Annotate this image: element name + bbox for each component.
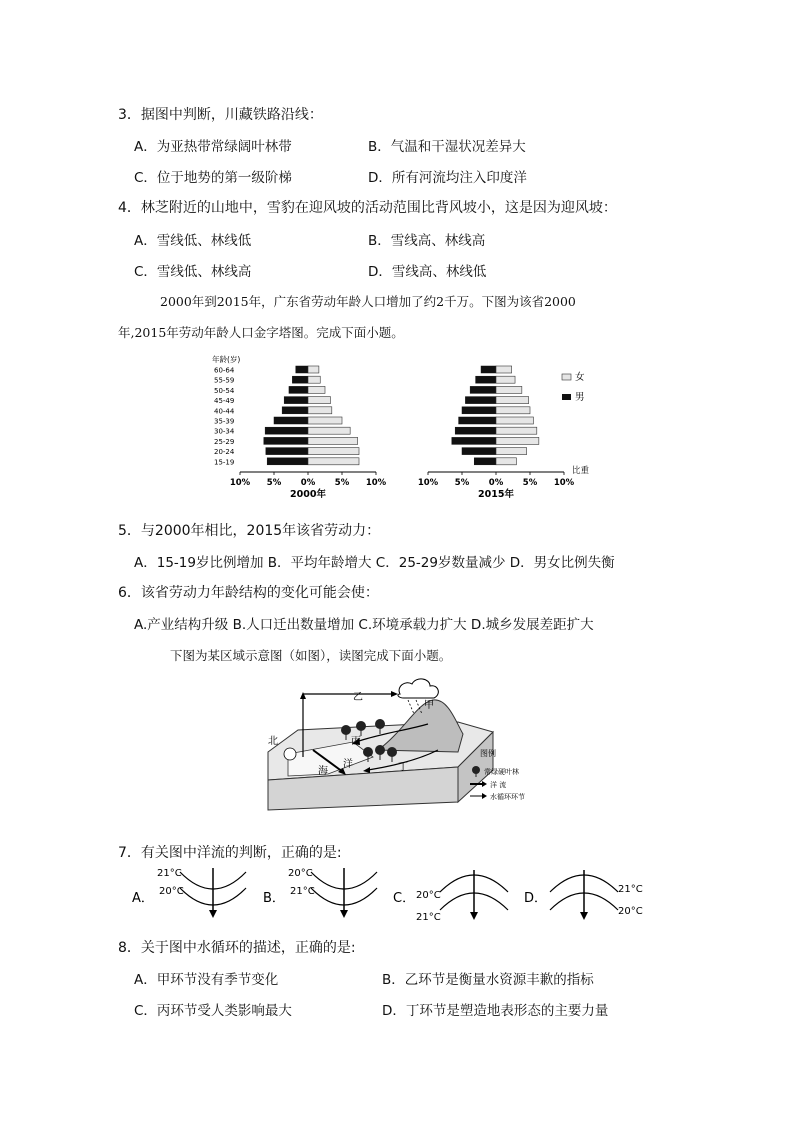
bar-male [459,417,496,424]
age-tick-label: 45-49 [214,397,235,406]
bar-female [308,427,350,434]
x-tick-label: 5% [266,478,282,488]
x-tick-label: 0% [300,478,316,488]
q7-option-d-letter: D． [524,891,548,906]
bar-male [452,437,496,444]
legend-watercycle-label: 水循环环节 [490,793,525,801]
age-tick-label: 20-24 [214,448,235,457]
bar-female [308,366,319,373]
x-tick-label: 10% [417,478,439,488]
age-tick-label: 35-39 [214,417,235,426]
q8-option-d: D．丁环节是塑造地表形态的主要力量 [382,1003,609,1019]
bar-male [264,437,308,444]
label-sea-1: 海 [318,766,328,777]
bar-female [496,376,515,383]
q7-option-d-bottom: 20°C [618,906,643,917]
label-ding: 丁 [398,762,408,773]
q4-option-d: D．雪线高、林线低 [368,264,487,280]
bar-female [308,437,358,444]
bar-male [265,427,308,434]
x-tick-label: 10% [229,478,251,488]
bar-female [308,376,320,383]
q5-stem: 5．与2000年相比，2015年该省劳动力： [118,523,381,539]
bar-male [470,386,496,393]
bar-female [496,397,529,404]
pyramid-title: 2000年 [290,489,326,500]
y-axis-title: 年龄(岁) [212,355,241,364]
age-tick-label: 50-54 [214,386,235,395]
q7-option-b-bottom: 21°C [290,886,315,897]
age-tick-label: 25-29 [214,437,235,446]
age-tick-label: 55-59 [214,376,235,385]
q8-option-b: B．乙环节是衡量水资源丰歉的指标 [382,972,594,988]
q6-stem: 6．该省劳动力年龄结构的变化可能会使： [118,585,379,601]
bar-male [274,417,308,424]
q7-option-a-letter: A． [132,891,154,906]
bar-female [496,417,533,424]
bar-female [496,448,527,455]
bar-female [308,407,332,414]
age-tick-label: 30-34 [214,427,235,436]
bar-male [465,397,496,404]
legend-current-label: 洋 流 [490,781,507,789]
q6-options: A.产业结构升级 B.人口迁出数量增加 C.环境承载力扩大 D.城乡发展差距扩大 [134,617,594,633]
x-tick-label: 5% [334,478,350,488]
bar-male [267,458,308,465]
x-axis-label: 比重 [572,466,590,476]
bar-female [308,397,330,404]
x-tick-label: 10% [553,478,575,488]
legend-tree-label: 常绿硬叶林 [484,768,519,776]
map-intro: 下图为某区域示意图（如图），读图完成下面小题。 [170,648,452,663]
q8-option-c: C．丙环节受人类影响最大 [134,1003,292,1019]
legend-label-male: 男 [575,392,585,403]
population-intro-line2: 年,2015年劳动年龄人口金字塔图。完成下面小题。 [118,325,404,340]
q8-stem: 8．关于图中水循环的描述，正确的是: [118,940,356,956]
q3-option-a: A．为亚热带常绿阔叶林带 [134,139,292,155]
q7-option-b-letter: B． [263,891,285,906]
bar-male [296,366,308,373]
bar-female [308,417,342,424]
bar-male [289,386,308,393]
label-bing: 丙 [351,736,361,747]
bar-male [282,407,308,414]
label-sea-2: 洋 [343,759,353,770]
q7-stem: 7．有关图中洋流的判断，正确的是: [118,845,342,861]
q7-options-figure [128,862,648,924]
age-tick-label: 40-44 [214,407,235,416]
population-intro-line1: 2000年到2015年，广东省劳动年龄人口增加了约2千万。下图为该省2000 [160,294,576,309]
bar-female [308,458,359,465]
bar-male [455,427,496,434]
bar-female [496,437,539,444]
bar-male [462,407,496,414]
q7-option-c-top: 20°C [416,890,441,901]
q3-option-d: D．所有河流均注入印度洋 [368,170,527,186]
region-diagram [258,672,538,812]
age-tick-label: 15-19 [214,458,235,467]
q5-options: A．15-19岁比例增加 B．平均年龄增大 C．25-29岁数量减少 D．男女比例失衡 [134,555,615,571]
age-tick-label: 60-64 [214,366,235,375]
population-pyramid-figure [200,350,620,512]
bar-male [284,397,308,404]
bar-male [476,376,496,383]
x-tick-label: 5% [454,478,470,488]
cloud-icon [398,679,438,698]
q4-option-b: B．雪线高、林线高 [368,233,486,249]
label-yi: 乙 [353,692,363,703]
bar-female [308,386,325,393]
bar-female [496,366,512,373]
label-north: 北 [268,736,278,747]
legend-swatch-male [562,394,571,400]
q3-option-b: B．气温和干湿状况差异大 [368,139,526,155]
bar-female [308,448,359,455]
legend-label-female: 女 [575,372,585,383]
bar-female [496,407,530,414]
bar-female [496,427,537,434]
q7-option-a-top: 21°C [157,868,182,879]
bar-female [496,458,516,465]
q7-option-d-top: 21°C [618,884,643,895]
bar-male [474,458,496,465]
q7-option-a-bottom: 20°C [159,886,184,897]
q7-option-b-top: 20°C [288,868,313,879]
bar-female [496,386,522,393]
q4-stem: 4．林芝附近的山地中，雪豹在迎风坡的活动范围比背风坡小，这是因为迎风坡： [118,200,617,216]
q3-option-c: C．位于地势的第一级阶梯 [134,170,292,186]
bar-male [462,448,496,455]
q7-option-c-bottom: 21°C [416,912,441,923]
label-jia: 甲 [424,700,434,711]
bar-male [481,366,496,373]
q3-stem: 3．据图中判断，川藏铁路沿线： [118,107,323,123]
bar-male [292,376,308,383]
legend-swatch-female [562,374,571,380]
bar-male [266,448,308,455]
x-tick-label: 0% [488,478,504,488]
x-tick-label: 10% [365,478,387,488]
q4-option-a: A．雪线低、林线低 [134,233,252,249]
q7-option-c-letter: C． [393,891,416,906]
pyramid-title: 2015年 [478,489,514,500]
q4-option-c: C．雪线低、林线高 [134,264,252,280]
x-tick-label: 5% [522,478,538,488]
legend-title: 图例 [480,749,496,758]
q8-option-a: A．甲环节没有季节变化 [134,972,279,988]
